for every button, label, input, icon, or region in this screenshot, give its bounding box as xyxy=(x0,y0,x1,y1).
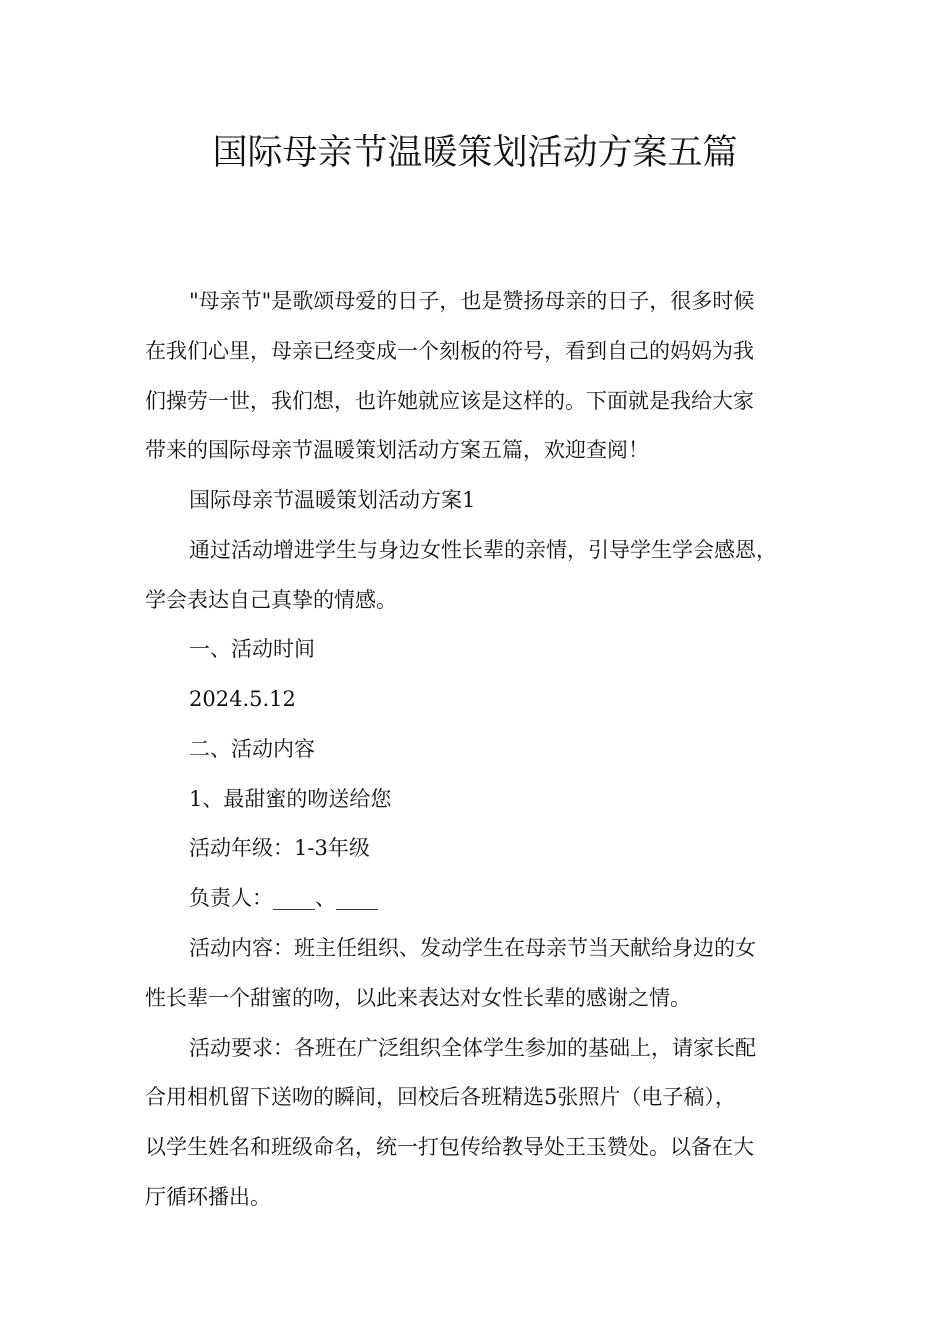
document-title: 国际母亲节温暖策划活动方案五篇 xyxy=(212,133,738,173)
activity-time-heading: 一、活动时间 xyxy=(189,637,315,661)
activity-desc-line-1: 活动内容：班主任组织、发动学生在母亲节当天献给身边的女 xyxy=(189,936,756,960)
intro-line-3: 们操劳一世，我们想，也许她就应该是这样的。下面就是我给大家 xyxy=(145,389,754,413)
activity-date: 2024.5.12 xyxy=(189,687,296,711)
intro-line-1: "母亲节"是歌颂母爱的日子，也是赞扬母亲的日子，很多时候 xyxy=(189,289,755,313)
activity-desc-line-2: 性长辈一个甜蜜的吻，以此来表达对女性长辈的感谢之情。 xyxy=(145,986,691,1010)
activity-item-1: 1、最甜蜜的吻送给您 xyxy=(189,787,392,811)
activity-req-line-2: 合用相机留下送吻的瞬间，回校后各班精选5张照片（电子稿）， xyxy=(145,1085,736,1109)
intro-line-4: 带来的国际母亲节温暖策划活动方案五篇，欢迎查阅！ xyxy=(145,438,649,462)
purpose-line-1: 通过活动增进学生与身边女性长辈的亲情，引导学生学会感恩， xyxy=(189,538,777,562)
activity-content-heading: 二、活动内容 xyxy=(189,737,315,761)
section-heading: 国际母亲节温暖策划活动方案1 xyxy=(189,488,476,512)
activity-req-line-3: 以学生姓名和班级命名，统一打包传给教导处王玉赞处。以备在大 xyxy=(145,1135,754,1159)
activity-req-line-1: 活动要求：各班在广泛组织全体学生参加的基础上，请家长配 xyxy=(189,1036,756,1060)
activity-req-line-4: 厅循环播出。 xyxy=(145,1185,271,1209)
purpose-line-2: 学会表达自己真挚的情感。 xyxy=(145,588,397,612)
activity-grade: 活动年级：1-3年级 xyxy=(189,836,370,860)
intro-line-2: 在我们心里，母亲已经变成一个刻板的符号，看到自己的妈妈为我 xyxy=(145,339,754,363)
activity-owner: 负责人：____、____ xyxy=(189,886,378,910)
